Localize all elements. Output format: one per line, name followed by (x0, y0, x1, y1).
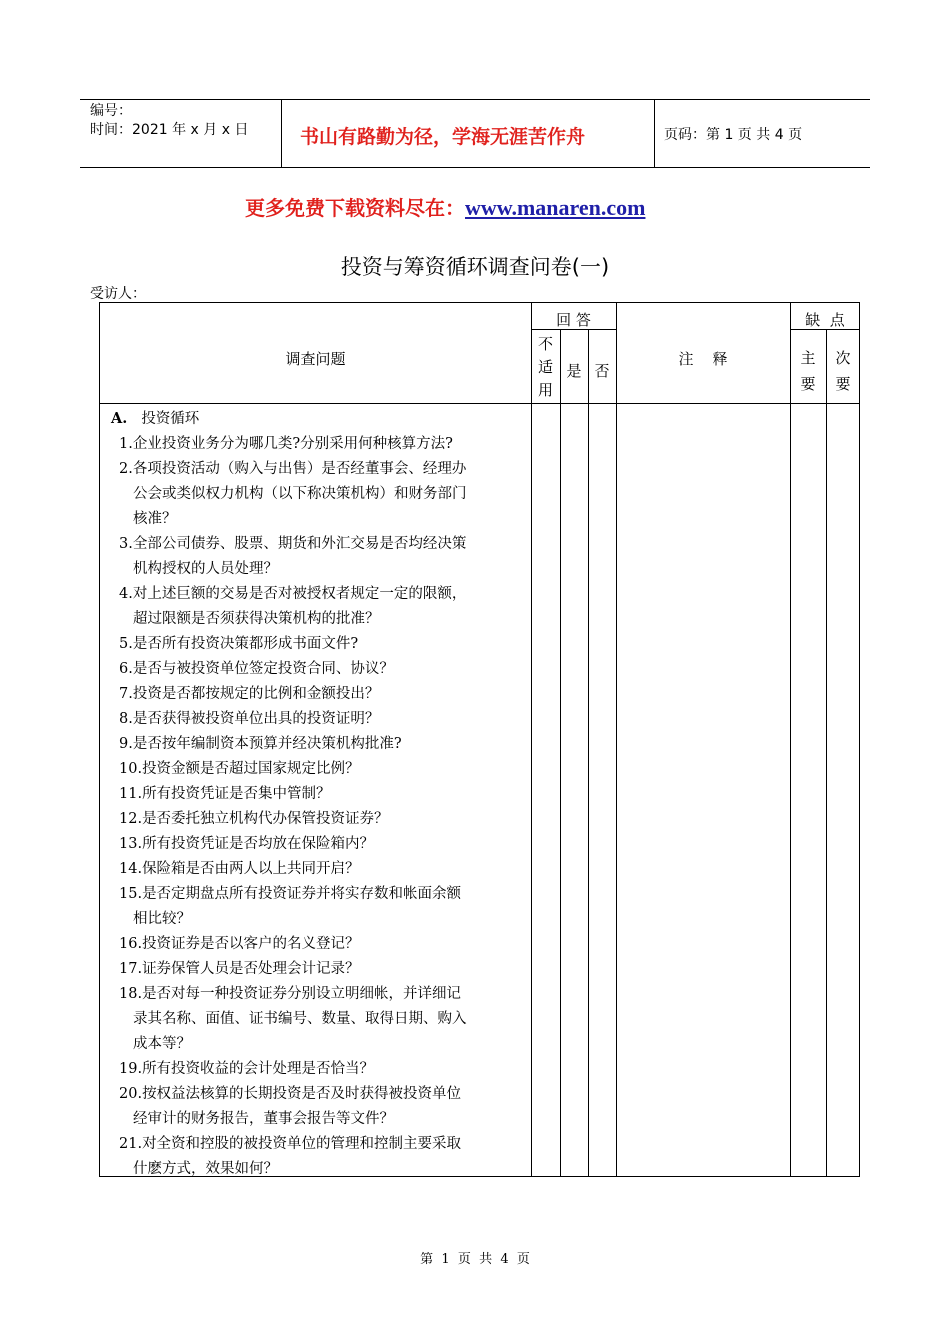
question-text: 所有投资凭证是否集中管制？ (142, 786, 331, 802)
question-number: 10. (119, 761, 143, 777)
document-date: 时间：2021 年 x 月 x 日 (90, 122, 249, 138)
question-text: 所有投资收益的会计处理是否恰当？ (142, 1061, 375, 1077)
question-number: 7. (119, 686, 133, 702)
interviewee-label: 受访人： (90, 286, 146, 302)
question-number: 9. (119, 736, 133, 752)
header-top-rule (80, 99, 870, 100)
question-line (111, 1007, 526, 1032)
col-defect-header: 缺 点 (805, 311, 845, 329)
question-line (111, 707, 526, 732)
question-number: 17. (119, 961, 143, 977)
question-line (111, 857, 526, 882)
col-na-header: 不 适 用 (537, 335, 553, 399)
question-number: 15. (119, 886, 143, 902)
question-text: 证券保管人员是否处理会计记录？ (142, 961, 360, 977)
page-footer: 第 1 页 共 4 页 (420, 1252, 530, 1267)
question-line (111, 557, 526, 582)
question-text: 全部公司债券、股票、期货和外汇交易是否均经决策 (132, 536, 467, 552)
question-text: 什麽方式，效果如何？ (133, 1161, 278, 1177)
question-text: 是否按年编制资本预算并经决策机构批准? (132, 736, 402, 752)
question-line (111, 1107, 526, 1132)
col-answer-header: 回 答 (556, 311, 591, 329)
header-bottom-rule (80, 167, 870, 168)
question-line (111, 882, 526, 907)
question-text: 是否委托独立机构代办保管投资证券？ (142, 811, 389, 827)
col-major-header: 主 要 (800, 349, 816, 393)
question-number: 16. (119, 936, 143, 952)
question-text: 相比较？ (133, 911, 191, 927)
question-line (111, 832, 526, 857)
question-line (111, 1032, 526, 1057)
question-text: 录其名称、面值、证书编号、数量、取得日期、购入 (133, 1011, 467, 1027)
question-line (111, 957, 526, 982)
question-number: 21. (119, 1136, 143, 1152)
question-number: 4. (119, 586, 133, 602)
promo-link[interactable]: www.manaren.com (465, 195, 646, 220)
question-number: 11. (119, 786, 143, 802)
question-line (111, 432, 526, 457)
question-line (111, 732, 526, 757)
question-text: 投资金额是否超过国家规定比例？ (142, 761, 360, 777)
question-number: 3. (119, 536, 133, 552)
question-text: 保险箱是否由两人以上共同开启？ (142, 861, 360, 877)
col-divider (531, 303, 532, 1176)
question-number: 1. (119, 436, 133, 452)
header-divider-1 (281, 100, 282, 167)
question-number: 6. (119, 661, 133, 677)
question-number: 5. (119, 636, 133, 652)
question-text: 投资证券是否以客户的名义登记？ (142, 936, 360, 952)
question-line (111, 932, 526, 957)
question-line (111, 607, 526, 632)
col-divider (790, 303, 791, 1176)
question-line (111, 1157, 526, 1182)
question-text: 是否所有投资决策都形成书面文件? (132, 636, 359, 652)
question-text: 企业投资业务分为哪几类?分别采用何种核算方法? (132, 436, 453, 452)
question-number: 13. (119, 836, 143, 852)
question-line (111, 807, 526, 832)
question-line (111, 1082, 526, 1107)
question-line (111, 1132, 526, 1157)
col-divider (826, 330, 827, 1176)
question-line (111, 532, 526, 557)
questionnaire-table (99, 302, 860, 1177)
page-info: 页码：第 1 页 共 4 页 (664, 127, 803, 143)
col-note-header: 注 释 (678, 350, 728, 368)
col-divider (616, 303, 617, 1176)
question-line (111, 632, 526, 657)
question-text: 是否定期盘点所有投资证券并将实存数和帐面余额 (142, 886, 462, 902)
question-line (111, 757, 526, 782)
question-text: 公会或类似权力机构（以下称决策机构）和财务部门 (133, 486, 467, 502)
question-line (111, 457, 526, 482)
question-number: 14. (119, 861, 143, 877)
col-divider (588, 330, 589, 1176)
promo-text: 更多免费下载资料尽在： (245, 196, 465, 220)
section-letter: A. (111, 410, 128, 427)
question-text: 对全资和控股的被投资单位的管理和控制主要采取 (142, 1136, 462, 1152)
promo-line (245, 192, 645, 221)
question-line (111, 482, 526, 507)
motto: 书山有路勤为径，学海无涯苦作舟 (300, 126, 586, 148)
header-bottom-rule (100, 403, 859, 404)
question-line (111, 1057, 526, 1082)
col-minor-header: 次 要 (835, 349, 851, 393)
question-text: 成本等？ (133, 1036, 191, 1052)
question-line (111, 582, 526, 607)
question-list (111, 406, 526, 1182)
col-yes-header: 是 (566, 362, 582, 380)
header-divider-2 (654, 100, 655, 167)
question-line (111, 657, 526, 682)
section-heading (111, 406, 526, 432)
question-number: 19. (119, 1061, 143, 1077)
question-text: 机构授权的人员处理？ (133, 561, 278, 577)
question-text: 经审计的财务报告，董事会报告等文件？ (133, 1111, 394, 1127)
page-title: 投资与筹资循环调查问卷(一) (340, 255, 610, 279)
col-divider (560, 330, 561, 1176)
question-text: 对上述巨额的交易是否对被授权者规定一定的限额， (132, 586, 467, 602)
question-text: 是否获得被投资单位出具的投资证明？ (132, 711, 380, 727)
document-number: 编号： (90, 103, 132, 119)
question-number: 8. (119, 711, 133, 727)
question-text: 按权益法核算的长期投资是否及时获得被投资单位 (142, 1086, 462, 1102)
col-no-header: 否 (594, 362, 610, 380)
question-text: 核准？ (133, 511, 177, 527)
question-text: 所有投资凭证是否均放在保险箱内？ (142, 836, 375, 852)
question-text: 投资是否都按规定的比例和金额投出？ (132, 686, 380, 702)
question-number: 2. (119, 461, 133, 477)
question-text: 各项投资活动（购入与出售）是否经董事会、经理办 (132, 461, 467, 477)
question-number: 18. (119, 986, 143, 1002)
question-line (111, 782, 526, 807)
question-line (111, 907, 526, 932)
section-name: 投资循环 (141, 411, 200, 427)
question-line (111, 507, 526, 532)
question-line (111, 982, 526, 1007)
col-question-header: 调查问题 (285, 350, 346, 368)
question-text: 是否与被投资单位签定投资合同、协议？ (132, 661, 394, 677)
question-line (111, 682, 526, 707)
question-text: 是否对每一种投资证券分别设立明细帐，并详细记 (142, 986, 462, 1002)
question-text: 超过限额是否须获得决策机构的批准？ (133, 611, 380, 627)
question-number: 20. (119, 1086, 143, 1102)
question-number: 12. (119, 811, 143, 827)
